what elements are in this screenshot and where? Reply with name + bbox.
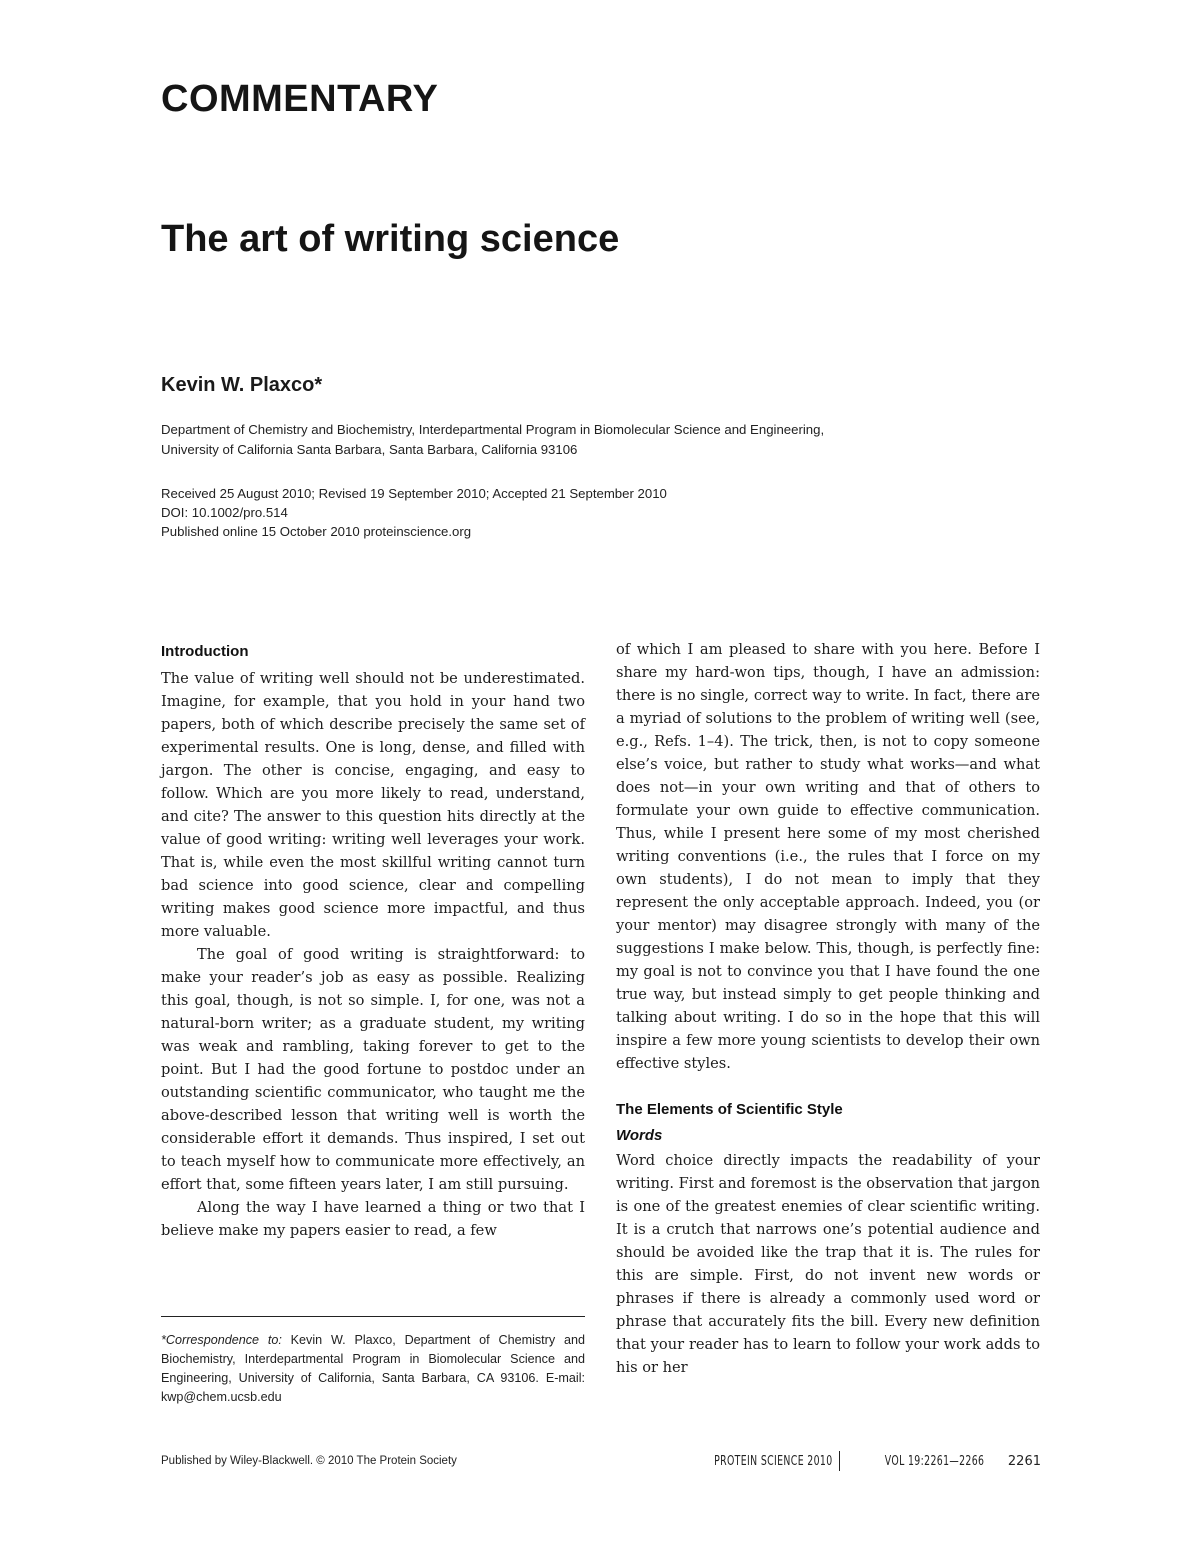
author-affiliation [161,420,1021,460]
page-number: 2261 [1007,1453,1041,1469]
paragraph: of which I am pleased to share with you here. Before I share my hard-won tips, though, I have an admission: there is no single, correct way to write. In fact, there are a myriad of solutions to the problem of writing well (see, e.g., Refs. 1–4). The trick, then, is not to copy someone else’s voice, but rather to study what works—and what does not—in your own writing and that of others to formulate your own guide to effective communication. Thus, while I present here some of my most cherished writing conventions (i.e., the rules that I force on my own students), I do not mean to imply that they represent the only acceptable approach. Indeed, you (or your mentor) may disagree strongly with many of the suggestions I make below. This, though, is perfectly fine: my goal is not to convince you that I have found the one true way, but instead simply to get people thinking and talking about writing. I do so in the hope that this will inspire a few more young scientists to develop their own effective styles. [616,641,1040,1072]
footer-divider [839,1451,840,1471]
journal-name: PROTEIN SCIENCE 2010 [714,1453,833,1469]
subsection-heading-words: Words [616,1127,663,1144]
left-column [161,641,585,1242]
right-column [616,638,1040,1379]
paragraph: The goal of good writing is straightforward: to make your reader’s job as easy as possible. Realizing this goal, though, is not so simple. I, for one, was not a natural-born writer; as a graduate student, my writing was weak and rambling, taking forever to get to the point. But I had the good fortune to postdoc under an outstanding scientific communicator, who taught me the above-described lesson that writing well is worth the considerable effort it demands. Thus inspired, I set out to teach myself how to communicate more effectively, an effort that, some fifteen years later, I am still pursuing. [161,946,585,1193]
section-heading-introduction: Introduction [161,643,249,660]
paragraph: The value of writing well should not be underestimated. Imagine, for example, that you hold in your hand two papers, both of which describe precisely the same set of experimental results. One is long, dense, and filled with jargon. The other is concise, engaging, and easy to follow. Which are you more likely to read, understand, and cite? The answer to this question hits directly at the value of good writing: writing well leverages your work. That is, while even the most skillful writing cannot turn bad science into good science, clear and compelling writing makes good science more impactful, and thus more valuable. [161,670,585,940]
section-label: COMMENTARY [161,78,439,120]
section-heading-elements: The Elements of Scientific Style [616,1101,843,1118]
paragraph: Along the way I have learned a thing or two that I believe make my papers easier to read, a few [161,1199,585,1239]
paragraph: Word choice directly impacts the readability of your writing. First and foremost is the observation that jargon is one of the greatest enemies of clear scientific writing. It is a crutch that narrows one’s potential audience and should be avoided like the trap that it is. The rules for this are simple. First, do not invent new words or phrases if there is already a commonly used word or phrase that accurately fits the bill. Every new definition that your reader has to learn to follow your work adds to his or her [616,1152,1041,1376]
footnote-lead: *Correspondence to: [161,1333,282,1347]
volume-info: VOL 19:2261—2266 [884,1453,984,1469]
footnote-text: Kevin W. Plaxco, Department of Chemistry and Biochemistry, Interdepartmental Program in Biomolecular Science and Engineering, University of California, Santa Barbara, CA 93106. E-mail: kwp@chem.ucsb.edu [161,1333,585,1404]
article-metadata [161,484,1021,541]
doi: DOI: 10.1002/pro.514 [161,505,288,520]
affiliation-line: University of California Santa Barbara, Santa Barbara, California 93106 [161,442,578,457]
correspondence-footnote [161,1331,585,1407]
publisher-line: Published by Wiley-Blackwell. © 2010 The Protein Society [161,1455,457,1467]
running-footer [668,1451,1041,1471]
affiliation-line: Department of Chemistry and Biochemistry, Interdepartmental Program in Biomolecular Science and Engineering, [161,422,825,437]
article-title: The art of writing science [161,218,620,260]
author-name: Kevin W. Plaxco* [161,374,323,396]
received-dates: Received 25 August 2010; Revised 19 September 2010; Accepted 21 September 2010 [161,486,667,501]
published-online: Published online 15 October 2010 proteinscience.org [161,524,472,539]
footnote-divider [161,1316,585,1317]
